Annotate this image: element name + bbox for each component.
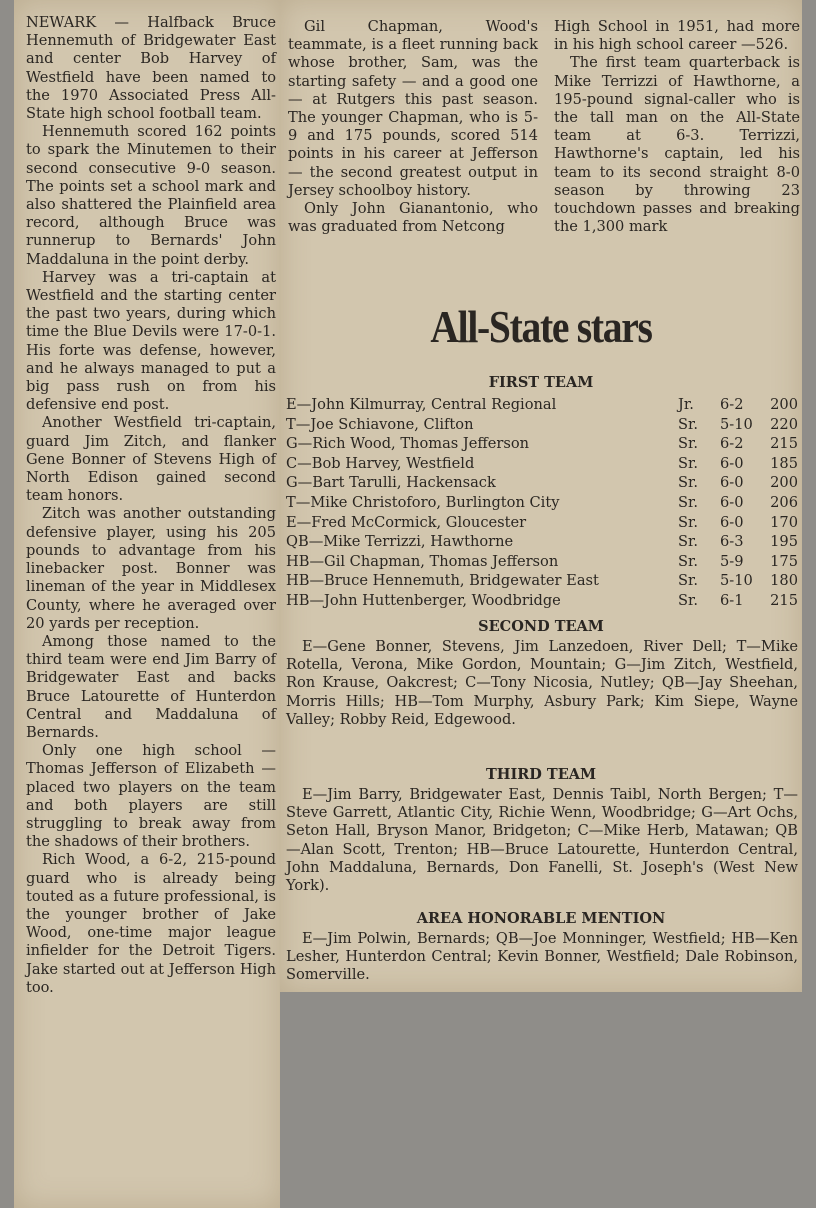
article-column-left [26,14,276,997]
roster-row [286,395,798,415]
paragraph: Rich Wood, a 6-2, 215-pound guard who is already being touted as a future professional, is the younger brother of Jake Wood, one-time major league infielder for the Detroit Tigers. Jake started out at Jefferson High too. [26,851,276,996]
player-class: Sr. [678,552,699,570]
roster-row [286,454,798,474]
second-team-heading: SECOND TEAM [478,618,604,635]
roster-row [286,493,798,513]
player-name: T—Joe Schiavone, Clifton [286,415,474,433]
player-weight: 206 [770,493,798,511]
player-height: 5-9 [720,552,744,570]
first-team-heading: FIRST TEAM [488,374,594,391]
roster-row [286,532,798,552]
player-height: 5-10 [720,415,753,433]
paragraph: The first team quarterback is Mike Terrizzi of Hawthorne, a 195-pound signal-caller who is the tall man on the All-State team at 6-3. Terrizzi, Hawthorne's captain, led his team to its second straight 8-0 season by throwing 23 touchdown passes and breaking the 1,300 mark [554,54,800,236]
roster-row [286,434,798,454]
player-height: 6-1 [720,591,744,609]
player-height: 6-0 [720,513,744,531]
paragraph: Zitch was another outstanding defensive player, using his 205 pounds to advantage from his linebacker post. Bonner was lineman of the year in Middlesex County, where he averaged over 20 yards per reception. [26,505,276,632]
player-name: C—Bob Harvey, Westfield [286,454,475,472]
player-class: Sr. [678,435,699,453]
clipping-right [280,0,802,992]
article-column-right [554,18,800,236]
roster-row [286,571,798,591]
article-column-middle [288,18,538,236]
paragraph: Another Westfield tri-captain, guard Jim Zitch, and flanker Gene Bonner of Stevens High of North Edison gained second team honors. [26,414,276,505]
player-height: 6-0 [720,474,744,492]
player-class: Sr. [678,533,699,551]
paragraph: Gil Chapman, Wood's teammate, is a fleet running back whose brother, Sam, was the starting safety — and a good one — at Rutgers this past season. The younger Chapman, who is 5-9 and 175 pounds, scored 514 points in his career at Jefferson — the second greatest output in Jersey schoolboy history. [288,18,538,199]
player-weight: 200 [770,396,798,413]
player-name: G—Rich Wood, Thomas Jefferson [286,435,530,453]
third-team-text: E—Jim Barry, Bridgewater East, Dennis Taibl, North Bergen; T—Steve Garrett, Atlantic City, Richie Wenn, Woodbridge; G—Art Ochs, Seton Hall, Bryson Manor, Bridgeton; C—Mike Herb, Matawan; QB—Alan Scott, Trenton; HB—Bruce Latourette, Hunterdon Central, John Maddaluna, Bernards, Don Fanelli, St. Joseph's (West New York). [286,786,798,895]
player-class: Sr. [678,572,699,590]
player-weight: 220 [770,415,798,433]
paragraph: Among those named to the third team were end Jim Barry of Bridgewater East and backs Bruce Latourette of Hunterdon Central and Maddaluna of Bernards. [26,632,276,741]
player-name: QB—Mike Terrizzi, Hawthorne [286,533,514,551]
roster-row [286,473,798,493]
player-class: Sr. [678,474,699,492]
player-name: G—Bart Tarulli, Hackensack [286,474,496,492]
player-weight: 200 [770,474,798,492]
player-name: E—John Kilmurray, Central Regional [286,396,557,413]
player-class: Sr. [678,493,699,511]
roster-row [286,415,798,435]
player-weight: 175 [770,552,798,570]
second-team-list [286,638,798,729]
paragraph: High School in 1951, had more in his high school career —526. [554,18,800,54]
player-weight: 215 [770,435,798,453]
paragraph: NEWARK — Halfback Bruce Hennemuth of Bridgewater East and center Bob Harvey of Westfield have been named to the 1970 Associated Press All-State high school football team. [26,14,276,123]
honorable-mention-heading: AREA HONORABLE MENTION [416,910,666,927]
player-height: 5-10 [720,572,753,590]
clipping-left [14,0,280,1208]
paragraph: Hennemuth scored 162 points to spark the Minutemen to their second consecutive 9-0 season. The points set a school mark and also shattered the Plainfield area record, although Bruce was runnerup to Bernards' John Maddaluna in the point derby. [26,123,276,268]
player-weight: 180 [770,572,798,590]
player-class: Sr. [678,591,699,609]
player-weight: 195 [770,533,798,551]
roster-row [286,552,798,572]
player-class: Sr. [678,454,699,472]
third-team-heading: THIRD TEAM [485,766,597,783]
player-class: Jr. [678,396,694,413]
player-class: Sr. [678,415,699,433]
player-weight: 170 [770,513,798,531]
honorable-mention-text: E—Jim Polwin, Bernards; QB—Joe Monninger, Westfield; HB—Ken Lesher, Hunterdon Central; Kevin Bonner, Westfield; Dale Robinson, Somerville. [286,930,798,984]
player-name: HB—John Huttenberger, Woodbridge [286,591,561,609]
player-height: 6-0 [720,454,744,472]
headline: All-State stars [430,301,652,352]
player-name: HB—Bruce Hennemuth, Bridgewater East [286,572,599,590]
player-height: 6-3 [720,533,744,551]
honorable-mention-list [286,930,798,985]
player-class: Sr. [678,513,699,531]
roster-row [286,513,798,533]
player-name: E—Fred McCormick, Gloucester [286,513,527,531]
player-height: 6-2 [720,396,744,413]
first-team-roster [286,395,798,611]
third-team-list [286,786,798,895]
player-height: 6-2 [720,435,744,453]
roster-row [286,591,798,611]
paragraph: Only one high school — Thomas Jefferson of Elizabeth — placed two players on the team and both players are still struggling to break away from the shadows of their brothers. [26,742,276,851]
player-weight: 215 [770,591,798,609]
player-weight: 185 [770,454,798,472]
second-team-text: E—Gene Bonner, Stevens, Jim Lanzedoen, River Dell; T—Mike Rotella, Verona, Mike Gordon, Mountain; G—Jim Zitch, Westfield, Ron Krause, Oakcrest; C—Tony Nicosia, Nutley; QB—Jay Sheehan, Morris Hills; HB—Tom Murphy, Asbury Park; Kim Siepe, Wayne Valley; Robby Reid, Edgewood. [286,638,798,728]
paragraph: Only John Gianantonio, who was graduated from Netcong [288,200,538,236]
player-height: 6-0 [720,493,744,511]
player-name: T—Mike Christoforo, Burlington City [286,493,560,511]
paragraph: Harvey was a tri-captain at Westfield and the starting center the past two years, during which time the Blue Devils were 17-0-1. His forte was defense, however, and he always managed to put a big pass rush on from his defensive end post. [26,268,276,414]
player-name: HB—Gil Chapman, Thomas Jefferson [286,552,559,570]
